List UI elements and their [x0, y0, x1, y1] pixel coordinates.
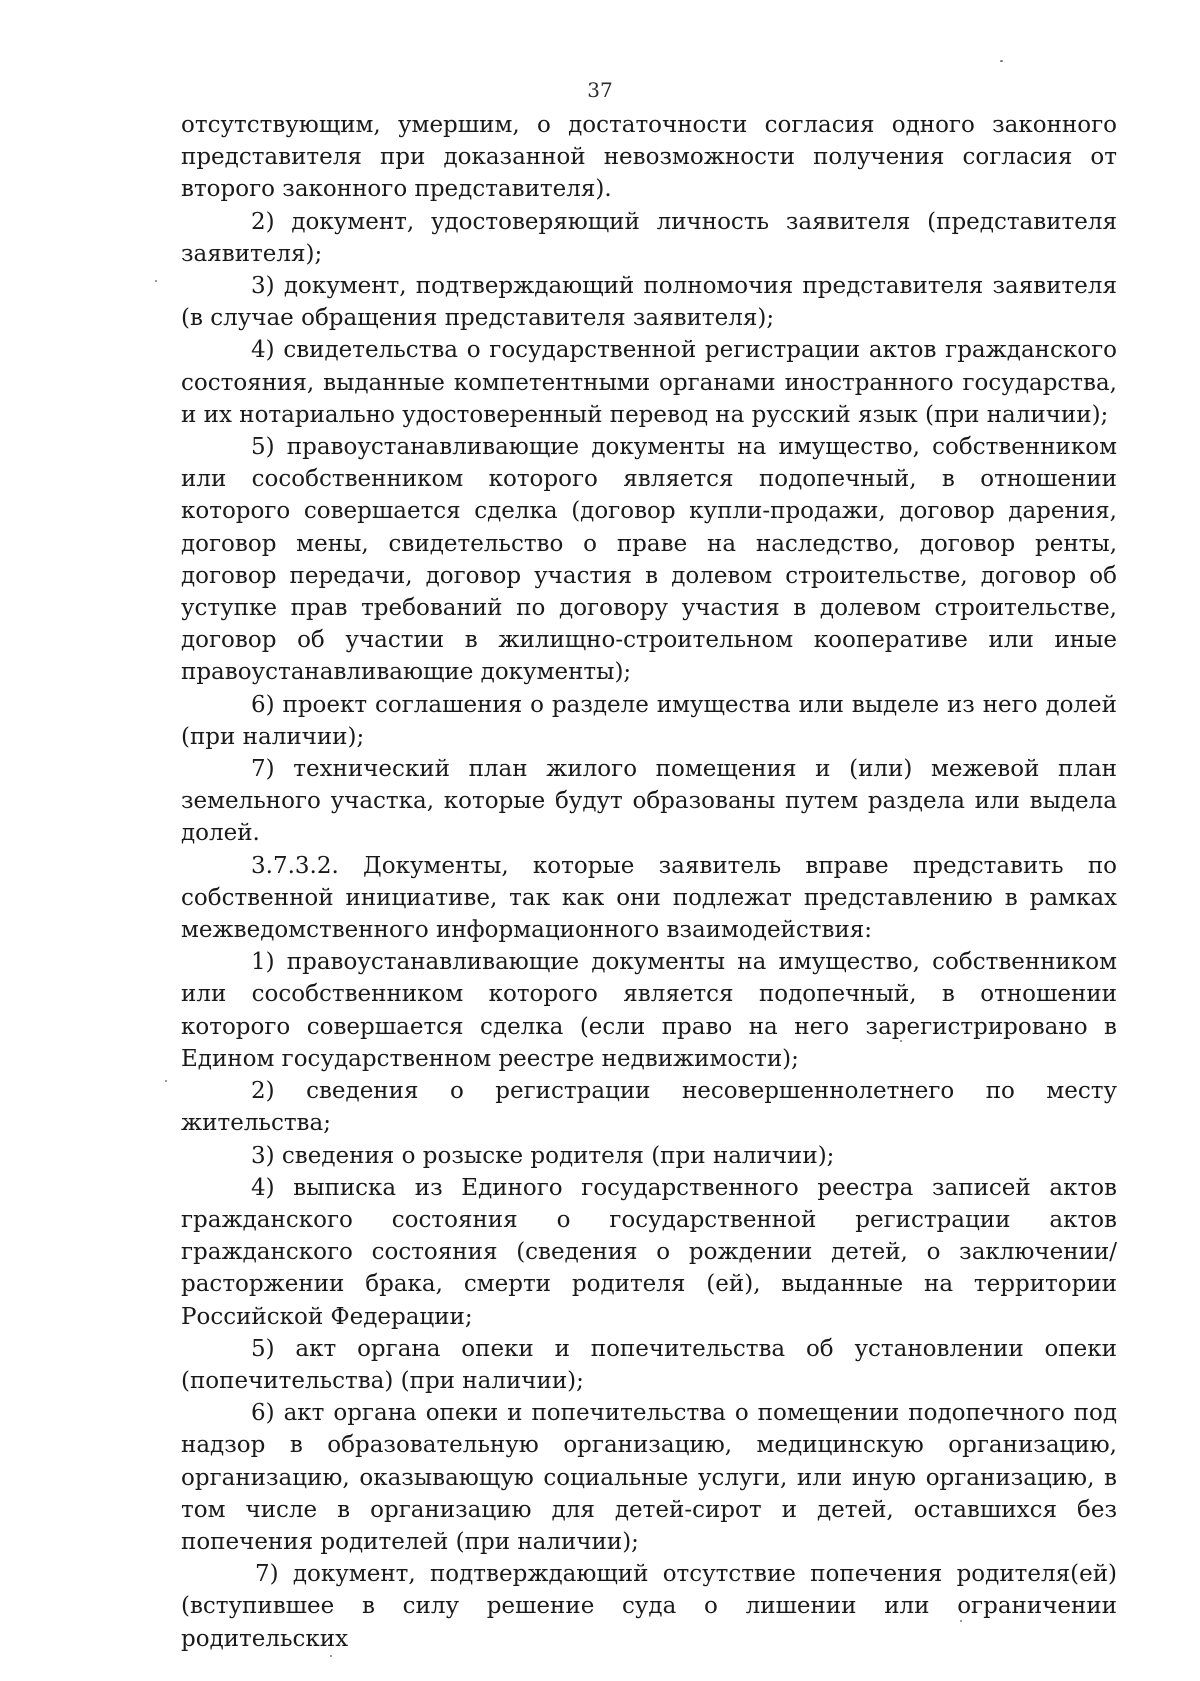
optional-item-3-parent-search: 3) сведения о розыске родителя (при наличии);	[251, 1142, 835, 1169]
list-item-5-title-documents: 5) правоустанавливающие документы на имущество, собственником или сособственником которого является подопечный, в отношении которого совершается сделка (договор купли-продажи, договор дарения, договор мены, свидетельство о праве на наследство, договор ренты, договор передачи, договор участия в долевом строительстве, договор об уступке прав требований по договору участия в долевом строительстве, договор об участии в жилищно-строительном кооперативе или иные правоустанавливающие документы);	[181, 434, 1117, 686]
list-item-2-identity-document: 2) документ, удостоверяющий личность заявителя (представителя заявителя);	[181, 208, 1117, 267]
document-body	[181, 109, 1117, 1655]
scan-speck	[330, 1655, 332, 1657]
optional-item-1-title-documents: 1) правоустанавливающие документы на имущество, собственником или сособственником которого является подопечный, в отношении которого совершается сделка (если право на него зарегистрировано в Едином государственном реестре недвижимости);	[181, 949, 1117, 1072]
scan-speck	[155, 280, 157, 282]
list-item-4-foreign-certificates: 4) свидетельства о государственной регистрации актов гражданского состояния, выданные компетентными органами иностранного государства, и их нотариально удостоверенный перевод на русский язык (при наличии);	[181, 337, 1117, 428]
optional-item-6-placement-act: 6) акт органа опеки и попечительства о помещении подопечного под надзор в образовательную организацию, медицинскую организацию, организацию, оказывающую социальные услуги, или иную организацию, в том числе в организацию для детей-сирот и детей, оставшихся без попечения родителей (при наличии);	[181, 1400, 1117, 1555]
section-3-7-3-2-heading: 3.7.3.2. Документы, которые заявитель вправе представить по собственной инициативе, так как они подлежат представлению в рамках межведомственного информационного взаимодействия:	[181, 852, 1117, 944]
scan-speck	[165, 1080, 167, 1082]
paragraph-continuation: отсутствующим, умершим, о достаточности согласия одного законного представителя при доказанной невозможности получения согласия от второго законного представителя).	[181, 112, 1117, 203]
list-item-3-authority-document: 3) документ, подтверждающий полномочия представителя заявителя (в случае обращения представителя заявителя);	[181, 273, 1117, 332]
optional-item-5-guardianship-act: 5) акт органа опеки и попечительства об установлении опеки (попечительства) (при наличии);	[181, 1335, 1117, 1394]
optional-item-4-registry-extract: 4) выписка из Единого государственного реестра записей актов гражданского состояния о государственной регистрации актов гражданского состояния (сведения о рождении детей, о заключении/расторжении брака, смерти родителя (ей), выданные на территории Российской Федерации;	[181, 1174, 1117, 1330]
page-number: 37	[587, 78, 613, 102]
list-item-6-division-agreement: 6) проект соглашения о разделе имущества или выделе из него долей (при наличии);	[181, 691, 1117, 750]
scan-speck	[1000, 60, 1003, 62]
optional-item-7-lack-of-care-document: 7) документ, подтверждающий отсутствие попечения родителя(ей) (вступившее в силу решение суда о лишении или ограничении родительских	[181, 1561, 1117, 1652]
list-item-7-technical-plan: 7) технический план жилого помещения и (или) межевой план земельного участка, которые будут образованы путем раздела или выдела долей.	[181, 756, 1117, 847]
scan-speck	[900, 1040, 902, 1042]
scan-speck	[960, 1620, 962, 1622]
optional-item-2-registration-info: 2) сведения о регистрации несовершеннолетнего по месту жительства;	[181, 1078, 1117, 1137]
